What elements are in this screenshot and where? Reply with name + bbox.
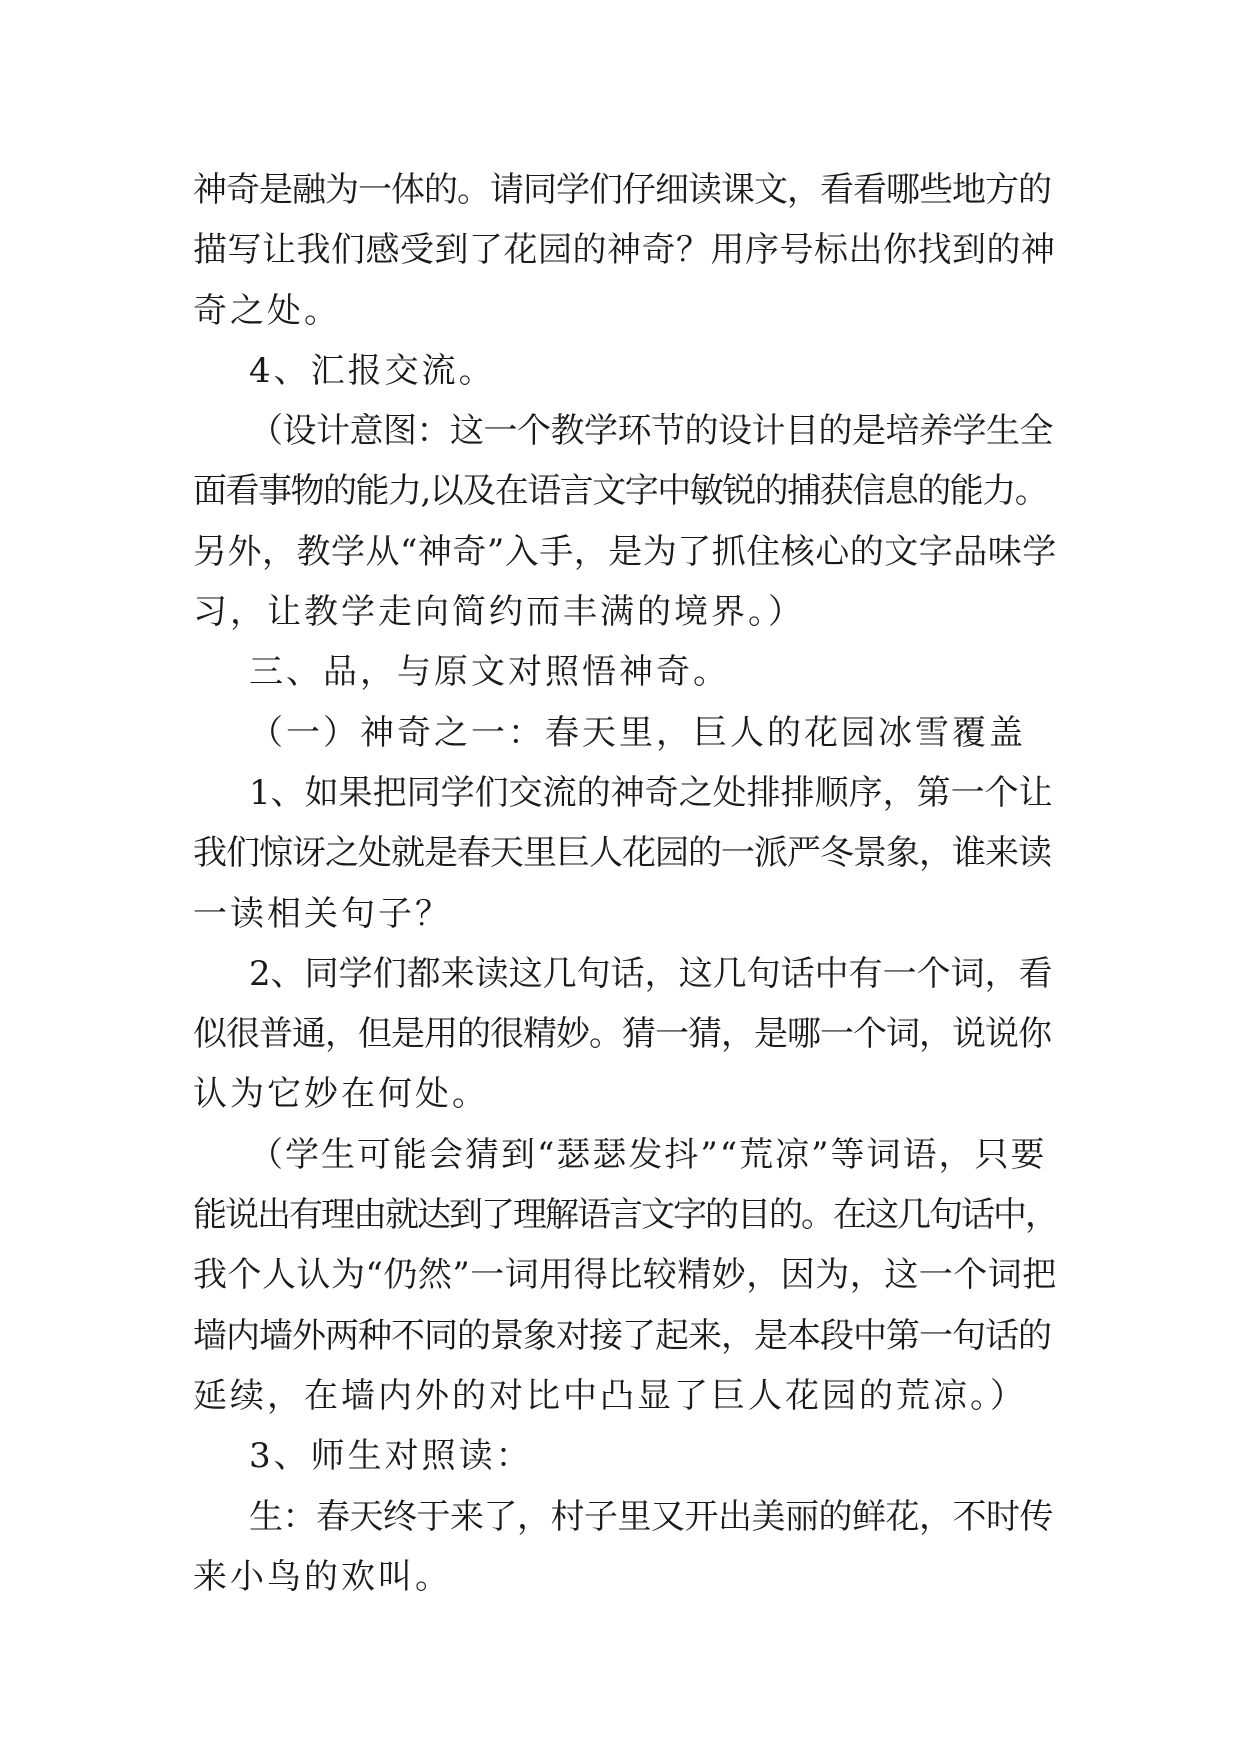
text-line: 三、品，与原文对照悟神奇。 xyxy=(249,652,730,693)
text-line: 认为它妙在何处。 xyxy=(193,1074,489,1115)
text-line: （设计意图：这一个教学环节的设计目的是培养学生全 xyxy=(249,411,1053,452)
text-line: 4、汇报交流。 xyxy=(249,350,496,391)
text-line: 我们惊讶之处就是春天里巨人花园的一派严冬景象，谁来读 xyxy=(193,833,1051,874)
text-line: 来小鸟的欢叫。 xyxy=(193,1556,452,1597)
text-line: （学生可能会猜到“瑟瑟发抖”“荒凉”等词语，只要 xyxy=(249,1134,1047,1175)
text-line: 习，让教学走向简约而丰满的境界。） xyxy=(193,592,805,633)
text-line: 我个人认为“仍然”一词用得比较精妙，因为，这一个词把 xyxy=(193,1255,1057,1296)
text-line: 另外，教学从“神奇”入手，是为了抓住核心的文字品味学 xyxy=(193,531,1057,572)
text-line: 似很普通，但是用的很精妙。猜一猜，是哪一个词，说说你 xyxy=(193,1014,1051,1055)
text-line: 描写让我们感受到了花园的神奇？用序号标出你找到的神 xyxy=(193,230,1056,271)
body-text xyxy=(193,160,1058,1607)
text-line: 3、师生对照读： xyxy=(249,1436,533,1477)
text-line: 2、同学们都来读这几句话，这几句话中有一个词，看 xyxy=(249,953,1053,994)
text-line: 面看事物的能力,以及在语言文字中敏锐的捕获信息的能力。 xyxy=(193,471,1048,512)
text-line: 1、如果把同学们交流的神奇之处排排顺序，第一个让 xyxy=(249,772,1053,813)
text-line: （一）神奇之一：春天里，巨人的花园冰雪覆盖 xyxy=(249,712,1026,753)
text-line: 延续，在墙内外的对比中凸显了巨人花园的荒凉。） xyxy=(193,1375,1027,1416)
text-line: 奇之处。 xyxy=(193,290,341,331)
text-line: 生：春天终于来了，村子里又开出美丽的鲜花，不时传 xyxy=(249,1496,1053,1537)
text-line: 能说出有理由就达到了理解语言文字的目的。在这几句话中， xyxy=(193,1195,1057,1236)
text-line: 墙内墙外两种不同的景象对接了起来，是本段中第一句话的 xyxy=(193,1315,1051,1356)
text-line: 神奇是融为一体的。请同学们仔细读课文，看看哪些地方的 xyxy=(193,170,1051,210)
text-line: 一读相关句子？ xyxy=(193,893,452,934)
